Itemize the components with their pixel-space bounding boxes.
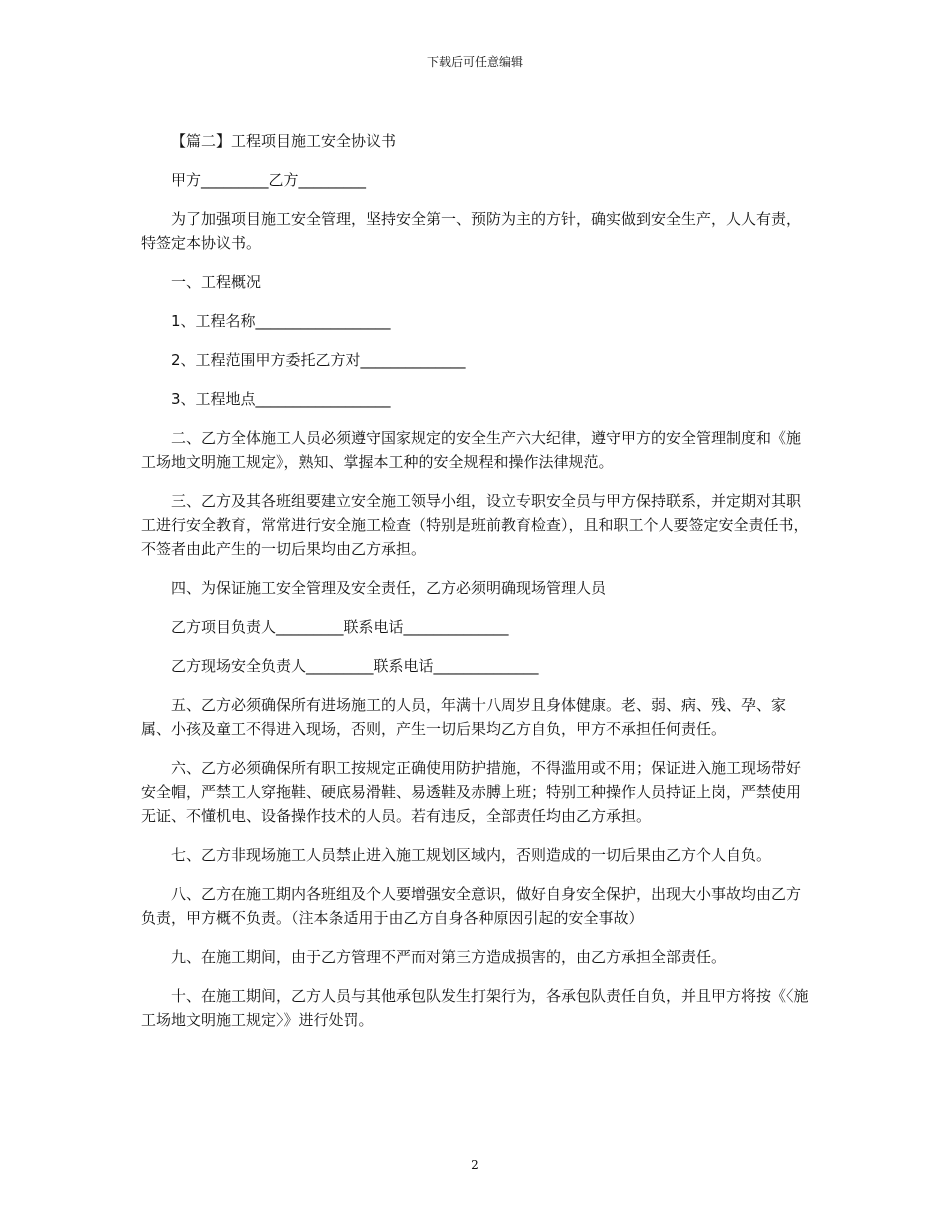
- clause-10: 十、在施工期间，乙方人员与其他承包队发生打架行为，各承包队责任自负，并且甲方将按《〈施工场地文明施工规定〉》进行处罚。: [141, 987, 809, 1029]
- section-heading-overview: 一、工程概况: [171, 273, 262, 291]
- project-name-line: 1、工程名称__________________: [171, 312, 391, 330]
- project-location-line: 3、工程地点__________________: [171, 390, 391, 408]
- site-safety-manager-line: 乙方现场安全负责人_________联系电话______________: [171, 657, 539, 675]
- clause-8: 八、乙方在施工期内各班组及个人要增强安全意识，做好自身安全保护，出现大小事故均由乙方负责，甲方概不负责。（注本条适用于由乙方自身各种原因引起的安全事故）: [141, 885, 802, 927]
- page-header: 下载后可任意编辑: [426, 55, 523, 69]
- parties-line: 甲方_________乙方_________: [171, 171, 367, 189]
- clause-9: 九、在施工期间，由于乙方管理不严而对第三方造成损害的，由乙方承担全部责任。: [171, 948, 727, 966]
- document-body: [141, 129, 811, 1047]
- clause-6: 六、乙方必须确保所有职工按规定正确使用防护措施，不得滥用或不用；保证进入施工现场带好安全帽，严禁工人穿拖鞋、硬底易滑鞋、易透鞋及赤膊上班；特别工种操作人员持证上岗，严禁使用无证、不懂机电、设备操作技术的人员。若有违反，全部责任均由乙方承担。: [141, 759, 802, 825]
- project-manager-line: 乙方项目负责人_________联系电话______________: [171, 618, 509, 636]
- clause-4: 四、为保证施工安全管理及安全责任，乙方必须明确现场管理人员: [171, 579, 607, 597]
- clause-7: 七、乙方非现场施工人员禁止进入施工规划区域内，否则造成的一切后果由乙方个人自负。: [171, 846, 772, 864]
- preamble-paragraph: 为了加强项目施工安全管理，坚持安全第一、预防为主的方针，确实做到安全生产，人人有责，特签定本协议书。: [141, 210, 802, 252]
- document-title: 【篇二】工程项目施工安全协议书: [171, 132, 397, 150]
- project-scope-line: 2、工程范围甲方委托乙方对______________: [171, 351, 466, 369]
- clause-5: 五、乙方必须确保所有进场施工的人员，年满十八周岁且身体健康。老、弱、病、残、孕、家属、小孩及童工不得进入现场，否则，产生一切后果均乙方自负，甲方不承担任何责任。: [141, 696, 787, 738]
- page-number: 2: [471, 1158, 479, 1172]
- clause-2: 二、乙方全体施工人员必须遵守国家规定的安全生产六大纪律，遵守甲方的安全管理制度和《施工场地文明施工规定》，熟知、掌握本工种的安全规程和操作法律规范。: [141, 429, 802, 471]
- clause-3: 三、乙方及其各班组要建立安全施工领导小组，设立专职安全员与甲方保持联系，并定期对其职工进行安全教育，常常进行安全施工检查（特别是班前教育检查），且和职工个人要签定安全责任书，不签者由此产生的一切后果均由乙方承担。: [141, 492, 809, 558]
